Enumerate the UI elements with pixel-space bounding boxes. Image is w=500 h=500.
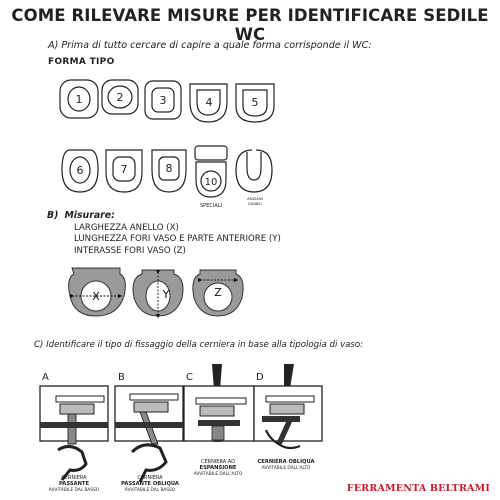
seat-shape-6[interactable] <box>62 150 98 192</box>
hinge-c-letter: C <box>186 372 193 383</box>
hinge-d-line2: AVVITABILE DALL'ALTO <box>261 466 311 471</box>
section-b-title: Misurare: <box>64 210 115 221</box>
hinge-b-line3: AVVITABILE DAL BASSO <box>124 488 176 493</box>
seat-shape-7[interactable] <box>106 150 142 192</box>
hinge-a-line3: AVVITABILE DAL BASSO <box>48 488 100 493</box>
seat-shape-2[interactable] <box>102 80 138 114</box>
seat-shape-2-number: 2 <box>116 91 124 104</box>
seat-shape-10-number: 10 <box>204 177 218 188</box>
hinge-type-c[interactable] <box>184 364 254 477</box>
seat-shape-3-number: 3 <box>159 94 167 107</box>
seat-shape-5[interactable] <box>236 84 274 122</box>
seat-shape-4[interactable] <box>190 84 227 122</box>
seat-shape-6-number: 6 <box>76 164 84 177</box>
brand-footer: FERRAMENTA BELTRAMI <box>346 483 490 494</box>
seat-shape-3[interactable] <box>145 81 181 119</box>
seat-shape-10-caption: SPECIALI <box>200 203 222 209</box>
hinge-b-line1: CERNIERA <box>137 475 163 481</box>
measure-diagram-x <box>69 268 126 316</box>
seat-shape-1[interactable] <box>60 80 98 118</box>
hinge-type-a[interactable] <box>40 372 108 493</box>
section-b-heading <box>47 210 115 221</box>
seat-shape-anziani[interactable] <box>236 150 272 206</box>
seat-shape-8-number: 8 <box>165 162 173 175</box>
measure-item-x: LARGHEZZA ANELLO (X) <box>74 223 179 233</box>
hinge-types <box>0 360 500 500</box>
page-title: COME RILEVARE MISURE PER IDENTIFICARE SEDILE WC <box>11 6 489 44</box>
hinge-c-line2: ESPANSIONE <box>199 465 237 471</box>
measure-diagram-y <box>133 270 183 316</box>
hinge-b-line2: PASSANTE OBLIQUA <box>121 481 179 487</box>
measure-item-z: INTERASSE FORI VASO (Z) <box>74 245 186 256</box>
seat-shape-1-number: 1 <box>75 93 83 106</box>
hinge-a-letter: A <box>42 372 49 383</box>
hinge-a-line2: PASSANTE <box>58 481 90 487</box>
seat-shape-4-number: 4 <box>205 96 213 109</box>
hinge-c-line3: AVVITABILE DALL'ALTO <box>193 472 243 477</box>
seat-shape-anziani-caption: ANZIANI <box>247 196 263 201</box>
hinge-a-line1: CERNIERA <box>61 475 87 481</box>
seat-shape-7-number: 7 <box>120 163 128 176</box>
section-c-instruction: C) Identificare il tipo di fissaggio della cerniera in base alla tipologia di vaso: <box>34 340 364 350</box>
hinge-c-line1: CERNIERA AD <box>200 459 236 465</box>
measure-label-z: Z <box>214 286 222 299</box>
seat-shape-10[interactable] <box>195 146 227 209</box>
screwdriver-icon-d <box>284 364 294 388</box>
forma-tipo-label: FORMA TIPO <box>48 57 115 67</box>
hinge-b-letter: B <box>118 372 125 383</box>
measure-label-x: X <box>92 290 100 303</box>
hinge-d-letter: D <box>256 372 264 383</box>
seat-shape-anziani-subcaption: DISABILI <box>248 202 262 206</box>
measure-list <box>74 223 281 257</box>
measure-diagrams <box>0 260 500 330</box>
section-b-letter: B) <box>47 210 59 221</box>
hinge-d-line1: CERNIERA OBLIQUA <box>257 459 315 465</box>
hinge-type-d[interactable] <box>254 364 322 471</box>
seat-shape-5-number: 5 <box>251 96 259 109</box>
section-a-instruction: A) Prima di tutto cercare di capire a quale forma corrisponde il WC: <box>48 40 372 51</box>
hinge-type-b[interactable] <box>115 372 183 493</box>
seat-shape-8[interactable] <box>152 150 186 192</box>
measure-diagram-z <box>193 270 243 316</box>
seat-shapes-grid <box>0 0 500 230</box>
measure-label-y: Y <box>162 288 170 301</box>
measure-item-y: LUNGHEZZA FORI VASO E PARTE ANTERIORE (Y) <box>74 234 281 245</box>
